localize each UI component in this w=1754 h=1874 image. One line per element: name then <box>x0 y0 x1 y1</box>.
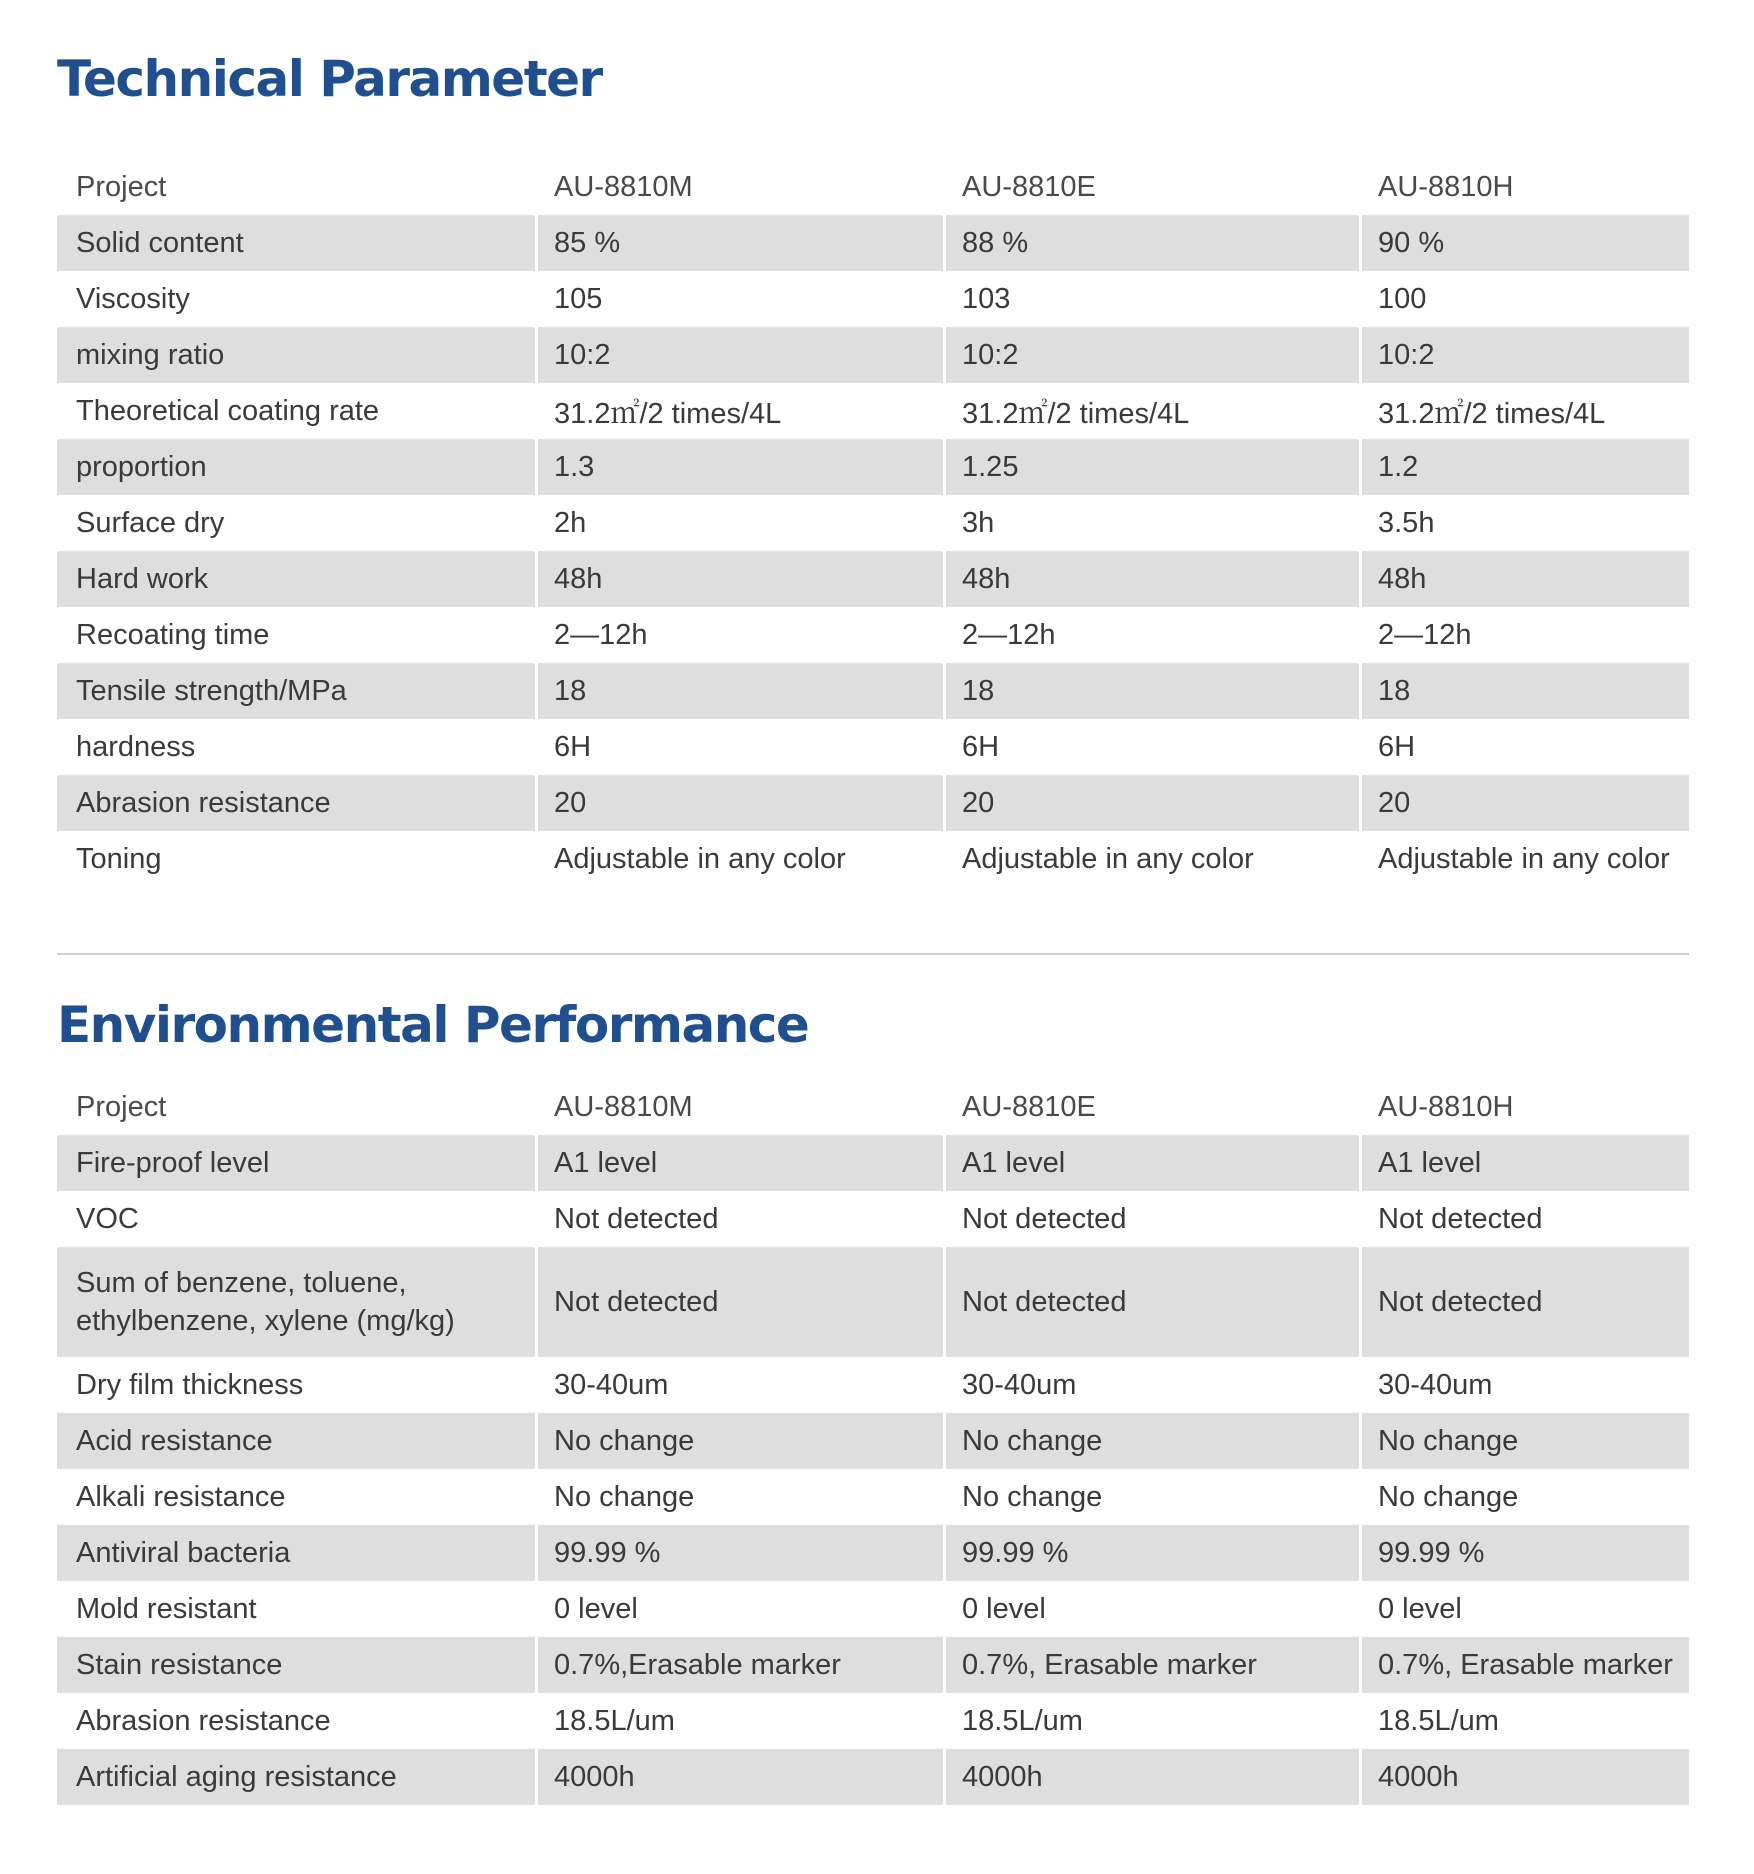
row-value: 2h <box>554 506 587 539</box>
technical-parameter-table <box>57 159 1689 887</box>
row-value: 20 <box>535 775 943 831</box>
table-row <box>57 1135 1689 1191</box>
row-label: Alkali resistance <box>76 1480 286 1513</box>
table-row <box>57 1413 1689 1469</box>
table-row <box>57 1525 1689 1581</box>
environmental-performance-table <box>57 1079 1689 1805</box>
row-value: AU-8810E <box>962 1090 1096 1123</box>
row-value: 6H <box>554 730 592 763</box>
row-value: No change <box>962 1480 1103 1513</box>
row-label: Project <box>76 1090 167 1123</box>
table-row <box>57 607 1689 663</box>
row-label: Viscosity <box>76 282 190 315</box>
row-label: Project <box>76 170 167 203</box>
row-value: 30-40um <box>554 1368 669 1401</box>
row-label: Abrasion resistance <box>76 1704 331 1737</box>
table-row <box>57 327 1689 383</box>
table-row <box>57 831 1689 887</box>
row-value: AU-8810H <box>1378 170 1514 203</box>
row-value: 20 <box>1359 775 1689 831</box>
row-value: A1 level <box>943 1135 1359 1191</box>
row-label: hardness <box>76 730 196 763</box>
row-value: 1.3 <box>535 439 943 495</box>
table-row <box>57 1581 1689 1637</box>
row-value: Adjustable in any color <box>554 842 846 875</box>
table-row <box>57 775 1689 831</box>
row-value: 48h <box>535 551 943 607</box>
row-value: AU-8810H <box>1378 1090 1514 1123</box>
row-value: 10:2 <box>943 327 1359 383</box>
row-value: 0 level <box>1378 1592 1462 1625</box>
table-row <box>57 551 1689 607</box>
row-label: Fire-proof level <box>76 1146 270 1179</box>
row-value: 48h <box>943 551 1359 607</box>
row-value: 18.5L/um <box>1378 1704 1499 1737</box>
row-value: 6H <box>1378 730 1416 763</box>
row-label: Sum of benzene, toluene, ethylbenzene, xylene (mg/kg) <box>76 1267 455 1337</box>
row-value: 0 level <box>962 1592 1046 1625</box>
table-row <box>57 663 1689 719</box>
row-label: Artificial aging resistance <box>76 1760 397 1793</box>
row-value: No change <box>1378 1480 1519 1513</box>
row-value: 4000h <box>1359 1749 1689 1805</box>
technical-parameter-title: Technical Parameter <box>57 50 602 108</box>
table-row <box>57 439 1689 495</box>
row-value: 18.5L/um <box>554 1704 675 1737</box>
table-row <box>57 1357 1689 1413</box>
row-value: 18 <box>1359 663 1689 719</box>
row-value: 2—12h <box>554 618 648 651</box>
row-value: 31.2㎡/2 times/4L <box>1378 397 1606 430</box>
row-label: Abrasion resistance <box>76 786 331 819</box>
row-value: 0.7%, Erasable marker <box>1359 1637 1689 1693</box>
row-value: 0.7%,Erasable marker <box>535 1637 943 1693</box>
row-label: Hard work <box>76 562 209 595</box>
row-label: Mold resistant <box>76 1592 257 1625</box>
table-row <box>57 1693 1689 1749</box>
row-value: Adjustable in any color <box>1378 842 1670 875</box>
row-value: 30-40um <box>962 1368 1077 1401</box>
row-value: Adjustable in any color <box>962 842 1254 875</box>
row-value: 6H <box>962 730 1000 763</box>
table-row <box>57 215 1689 271</box>
table-row <box>57 1247 1689 1357</box>
row-value: 85 % <box>535 215 943 271</box>
environmental-performance-title: Environmental Performance <box>57 996 809 1054</box>
row-value: 99.99 % <box>943 1525 1359 1581</box>
row-value: A1 level <box>535 1135 943 1191</box>
row-value: Not detected <box>943 1247 1359 1357</box>
row-label: proportion <box>76 450 207 483</box>
row-value: 30-40um <box>1378 1368 1493 1401</box>
row-value: AU-8810M <box>554 1090 693 1123</box>
row-label: Theoretical coating rate <box>76 394 380 427</box>
row-value: 18 <box>535 663 943 719</box>
row-value: Not detected <box>1378 1202 1543 1235</box>
row-value: 10:2 <box>1359 327 1689 383</box>
row-label: Surface dry <box>76 506 225 539</box>
row-value: AU-8810M <box>554 170 693 203</box>
row-value: Not detected <box>962 1202 1127 1235</box>
row-value: 20 <box>943 775 1359 831</box>
row-value: 99.99 % <box>1359 1525 1689 1581</box>
row-label: Dry film thickness <box>76 1368 304 1401</box>
row-value: No change <box>943 1413 1359 1469</box>
section-divider <box>57 953 1689 955</box>
row-label: Solid content <box>76 226 244 259</box>
row-label: Tensile strength/MPa <box>76 674 347 707</box>
table-row <box>57 719 1689 775</box>
row-value: 88 % <box>943 215 1359 271</box>
row-label: Toning <box>76 842 162 875</box>
row-value: Not detected <box>554 1202 719 1235</box>
table-row <box>57 1191 1689 1247</box>
row-value: 31.2㎡/2 times/4L <box>554 397 782 430</box>
row-value: 2—12h <box>962 618 1056 651</box>
row-value: 105 <box>554 282 603 315</box>
row-value: 100 <box>1378 282 1427 315</box>
row-value: Not detected <box>535 1247 943 1357</box>
row-value: 90 % <box>1359 215 1689 271</box>
row-value: No change <box>1359 1413 1689 1469</box>
table-row <box>57 495 1689 551</box>
row-value: 0.7%, Erasable marker <box>943 1637 1359 1693</box>
table-row <box>57 1637 1689 1693</box>
row-label: Acid resistance <box>76 1424 273 1457</box>
row-label: Antiviral bacteria <box>76 1536 291 1569</box>
row-value: 2—12h <box>1378 618 1472 651</box>
row-value: Not detected <box>1359 1247 1689 1357</box>
row-value: 3.5h <box>1378 506 1435 539</box>
table-row <box>57 383 1689 439</box>
row-value: 0 level <box>554 1592 638 1625</box>
row-value: No change <box>535 1413 943 1469</box>
row-value: 1.2 <box>1359 439 1689 495</box>
table-header-row <box>57 1079 1689 1135</box>
row-value: 18 <box>943 663 1359 719</box>
row-value: 31.2㎡/2 times/4L <box>962 397 1190 430</box>
row-value: 3h <box>962 506 995 539</box>
row-value: 99.99 % <box>535 1525 943 1581</box>
table-row <box>57 1469 1689 1525</box>
row-label: Stain resistance <box>76 1648 283 1681</box>
row-value: 1.25 <box>943 439 1359 495</box>
table-row <box>57 271 1689 327</box>
row-value: A1 level <box>1359 1135 1689 1191</box>
row-value: 4000h <box>535 1749 943 1805</box>
row-value: 4000h <box>943 1749 1359 1805</box>
row-value: 10:2 <box>535 327 943 383</box>
row-value: 48h <box>1359 551 1689 607</box>
row-label: VOC <box>76 1202 139 1235</box>
row-label: Recoating time <box>76 618 270 651</box>
row-label: mixing ratio <box>76 338 225 371</box>
table-header-row <box>57 159 1689 215</box>
table-row <box>57 1749 1689 1805</box>
row-value: 103 <box>962 282 1011 315</box>
row-value: AU-8810E <box>962 170 1096 203</box>
row-value: 18.5L/um <box>962 1704 1083 1737</box>
row-value: No change <box>554 1480 695 1513</box>
